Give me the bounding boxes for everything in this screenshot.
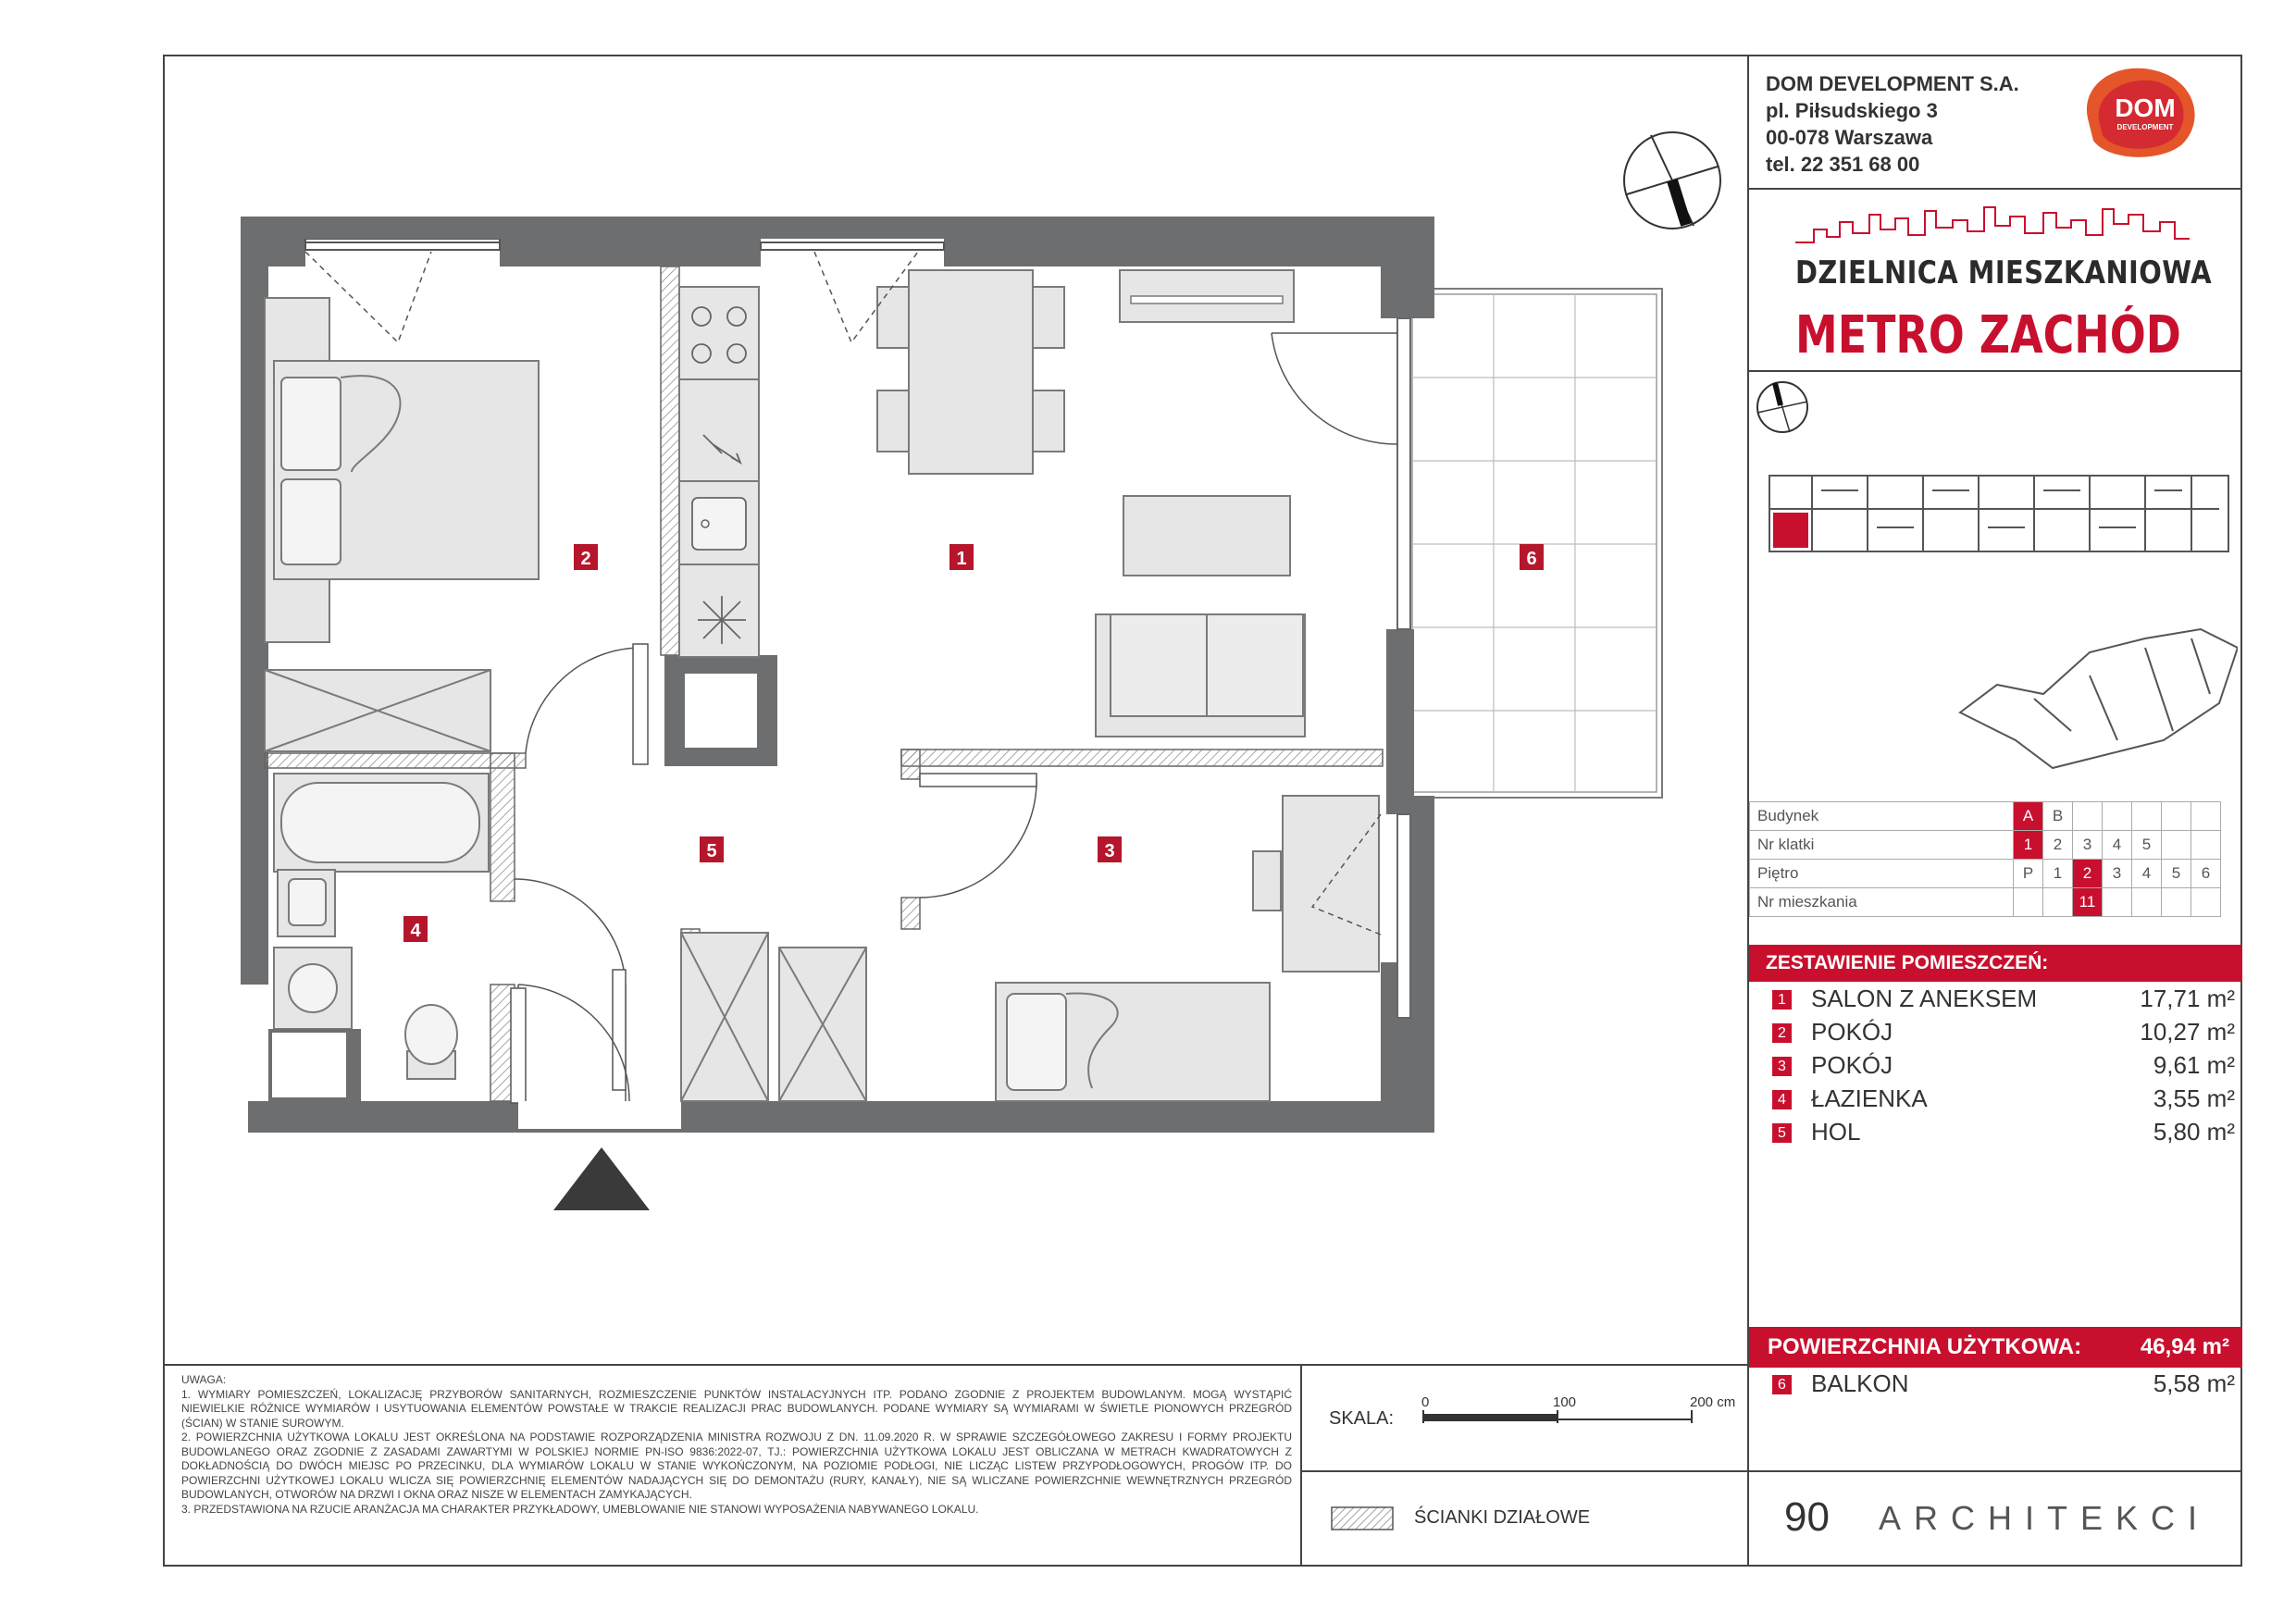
label-staircase: Nr klatki — [1750, 831, 2014, 860]
skyline-icon — [1795, 202, 2190, 248]
small-compass-icon — [1755, 379, 1810, 435]
room-name: POKÓJ — [1811, 1018, 1893, 1046]
washing-machine — [274, 948, 352, 1029]
door-swing-room-2 — [526, 648, 642, 764]
cell-empty — [2191, 802, 2221, 831]
room-tag-1: 1 — [956, 549, 967, 569]
door-swing-room-3 — [920, 779, 1036, 898]
hall-wardrobe — [681, 933, 866, 1101]
room-area: 10,27 m² — [2140, 1018, 2235, 1046]
row-staircase — [1750, 831, 2221, 860]
total-area-value: 46,94 m² — [2140, 1334, 2229, 1359]
washbasin — [278, 870, 335, 936]
header-divider — [1747, 188, 2242, 190]
door-swing-bathroom — [515, 879, 626, 1101]
summary-room-row — [1772, 1084, 2235, 1118]
apartment-highlight — [1773, 513, 1808, 548]
balcony-row — [1772, 1369, 2235, 1403]
label-building: Budynek — [1750, 802, 2014, 831]
room-number-badge: 4 — [1772, 1090, 1792, 1109]
scale-tick-0: 0 — [1421, 1395, 1430, 1410]
room-tag-4: 4 — [410, 921, 421, 941]
cell-empty — [2103, 888, 2132, 917]
summary-room-row — [1772, 985, 2235, 1018]
room-area: 5,80 m² — [2153, 1118, 2235, 1146]
row-floor — [1750, 860, 2221, 888]
note-item: 1. WYMIARY POMIESZCZEŃ, LOKALIZACJĘ PRZYBORÓW SANITARNYCH, ROZMIESZCZENIE PUNKTÓW INSTALACYJNYCH ITP. PODANO ZGODNIE Z PROJEKTEM BUDOWLANYM. MOGĄ WYSTĄPIĆ NIEWIELKIE RÓŻNICE WYMIARÓW I USYTUOWANIA ELEMENTÓW POWSTAŁE W TRAKCIE REALIZACJI PRAC BUDOWLANYCH. PODANE WYMIARY SĄ WYMIARAMI W ŚWIETLE PIONOWYCH PRZEGRÓD (ŚCIAN) W STANIE SUROWYM. — [181, 1387, 1292, 1430]
bed-room-3 — [996, 983, 1270, 1101]
summary-heading-text: ZESTAWIENIE POMIESZCZEŃ: — [1766, 952, 2049, 973]
scale-tick-200: 200 cm — [1690, 1395, 1736, 1410]
architect-name: ARCHITEKCI — [1879, 1499, 2211, 1537]
room-tag-2: 2 — [580, 549, 591, 569]
kitchen-counter — [679, 287, 759, 657]
cell-building-a: A — [2014, 802, 2043, 831]
room-tag-5: 5 — [706, 841, 717, 861]
company-name: DOM DEVELOPMENT S.A. — [1766, 72, 2019, 95]
room-name: SALON Z ANEKSEM — [1811, 985, 2038, 1012]
cell-empty — [2162, 888, 2191, 917]
desk-room-3 — [1253, 796, 1379, 972]
arch-divider — [1747, 1470, 2242, 1472]
note-item: 2. POWIERZCHNIA UŻYTKOWA LOKALU JEST OKREŚLONA NA PODSTAWIE ROZPORZĄDZENIA MINISTRA ROZWOJU Z DN. 11.09.2020 R. W SPRAWIE SZCZEGÓŁOWEGO ZAKRESU I FORMY PROJEKTU BUDOWLANEGO ORAZ ZGODNIE Z ZASADAMI ZAWARTYMI W POLSKIEJ NORMIE PN-ISO 9836:2022-07, TJ.: POWIERZCHNIA UŻYTKOWA LOKALU JEST OBLICZANA W METRACH KWADRATOWYCH Z DOKŁADNOŚCIĄ DO DWÓCH MIEJSC PO PRZECINKU, DLA WYMIARÓW LOKALU W STANIE WYKOŃCZONYM, NA POZIOMIE PODŁOGI, NIE LICZĄC LISTEW PRZYPODŁOGOWYCH, PROGÓW ITP. DO POWIERZCHNI UŻYTKOWEJ LOKALU WLICZA SIĘ POWIERZCHNIĘ ELEMENTÓW NADAJĄCYCH SIĘ DO DEMONTAŻU (RURY, KANAŁY), NIE SĄ WLICZANE POWIERZCHNIE WEWNĘTRZNYCH PRZEGRÓD BUDOWLANYCH, OTWORÓW NA DRZWI I OKNA ORAZ NISZE W ELEMENTACH ZAMYKAJĄCYCH. — [181, 1431, 1292, 1501]
room-name: ŁAZIENKA — [1811, 1084, 1928, 1112]
room-area: 5,58 m² — [2153, 1369, 2235, 1397]
company-block — [1766, 70, 2019, 178]
cell-floor: 3 — [2103, 860, 2132, 888]
cell-empty — [2162, 802, 2191, 831]
label-floor: Piętro — [1750, 860, 2014, 888]
cell-floor: 1 — [2043, 860, 2073, 888]
room-number-badge: 2 — [1772, 1023, 1792, 1043]
cell-building-b: B — [2043, 802, 2073, 831]
room-area: 3,55 m² — [2153, 1084, 2235, 1112]
summary-room-row — [1772, 1051, 2235, 1084]
scale-tick-100: 100 — [1553, 1395, 1577, 1410]
cell-staircase: 3 — [2073, 831, 2103, 860]
cell-floor: 2 — [2073, 860, 2103, 888]
room-number-badge: 6 — [1772, 1375, 1792, 1394]
partition-legend-label: ŚCIANKI DZIAŁOWE — [1414, 1507, 1591, 1528]
cell-empty — [2191, 831, 2221, 860]
logo-text-development: DEVELOPMENT — [2116, 123, 2174, 131]
sofa — [1096, 614, 1305, 737]
notes-block — [181, 1373, 1292, 1517]
row-building — [1750, 802, 2221, 831]
bathtub — [274, 774, 489, 872]
room-tag-6: 6 — [1526, 549, 1537, 569]
map-divider — [1747, 370, 2242, 372]
window-top-living — [761, 217, 944, 250]
company-city: 00-078 Warszawa — [1766, 126, 1933, 149]
scale-bar — [1414, 1395, 1756, 1429]
window-top-bedroom — [298, 217, 505, 250]
summary-heading — [1749, 945, 2242, 982]
cell-floor: 5 — [2162, 860, 2191, 888]
scale-label: SKALA: — [1329, 1408, 1395, 1429]
cell-floor: P — [2014, 860, 2043, 888]
summary-room-row — [1772, 1018, 2235, 1051]
room-name: BALKON — [1811, 1369, 1909, 1397]
cell-floor: 6 — [2191, 860, 2221, 888]
cell-empty — [2191, 888, 2221, 917]
company-street: pl. Piłsudskiego 3 — [1766, 99, 1938, 122]
logo-text-dom: DOM — [2115, 93, 2176, 122]
room-tag-3: 3 — [1104, 841, 1115, 861]
summary-room-row — [1772, 1118, 2235, 1151]
project-title-line2: METRO ZACHÓD — [1795, 305, 2181, 365]
cell-empty — [2162, 831, 2191, 860]
company-phone: tel. 22 351 68 00 — [1766, 153, 1920, 176]
cell-staircase: 5 — [2132, 831, 2162, 860]
room-name: POKÓJ — [1811, 1051, 1893, 1079]
room-number-badge: 1 — [1772, 990, 1792, 1010]
label-apartment: Nr mieszkania — [1750, 888, 2014, 917]
total-area-bar — [1749, 1327, 2242, 1368]
row-apartment — [1750, 888, 2221, 917]
fridge-icon — [698, 596, 746, 644]
dom-development-logo — [2080, 65, 2206, 163]
cell-staircase: 1 — [2014, 831, 2043, 860]
cell-empty — [2014, 888, 2043, 917]
sink-icon — [692, 498, 746, 550]
building-key-plan — [1756, 463, 2238, 787]
cell-empty — [2132, 888, 2162, 917]
legend-divider — [1300, 1470, 1749, 1472]
cell-floor: 4 — [2132, 860, 2162, 888]
coffee-table — [1123, 496, 1290, 576]
unit-info-table — [1749, 801, 2221, 917]
cell-staircase: 2 — [2043, 831, 2073, 860]
cell-empty — [2132, 802, 2162, 831]
cell-staircase: 4 — [2103, 831, 2132, 860]
toilet — [405, 1005, 457, 1079]
note-item: 3. PRZEDSTAWIONA NA RZUCIE ARANŻACJA MA CHARAKTER PRZYKŁADOWY, UMEBLOWANIE NIE STANOWI WYPOSAŻENIA NABYWANEGO LOKALU. — [181, 1502, 979, 1516]
entrance-arrow-icon — [553, 1147, 650, 1210]
total-area-label: POWIERZCHNIA UŻYTKOWA: — [1768, 1334, 2082, 1359]
room-number-badge: 3 — [1772, 1057, 1792, 1076]
wardrobe-room-2 — [265, 670, 490, 751]
cell-empty — [2043, 888, 2073, 917]
door-swing-balcony — [1272, 333, 1397, 444]
cell-apartment-number: 11 — [2073, 888, 2103, 917]
cell-empty — [2103, 802, 2132, 831]
notes-divider — [163, 1364, 1749, 1366]
project-title-line1: DZIELNICA MIESZKANIOWA — [1795, 254, 2213, 291]
room-area: 9,61 m² — [2153, 1051, 2235, 1079]
room-area: 17,71 m² — [2140, 985, 2235, 1012]
balcony — [1407, 289, 1662, 798]
room-name: HOL — [1811, 1118, 1861, 1146]
room-number-badge: 5 — [1772, 1123, 1792, 1143]
dining-set — [877, 270, 1064, 474]
architect-mark: 90 — [1784, 1494, 1830, 1540]
bed-room-2 — [265, 298, 539, 642]
notes-title: UWAGA: — [181, 1373, 227, 1386]
partition-hatch-icon — [1331, 1506, 1394, 1530]
cell-empty — [2073, 802, 2103, 831]
scale-divider — [1300, 1364, 1302, 1567]
